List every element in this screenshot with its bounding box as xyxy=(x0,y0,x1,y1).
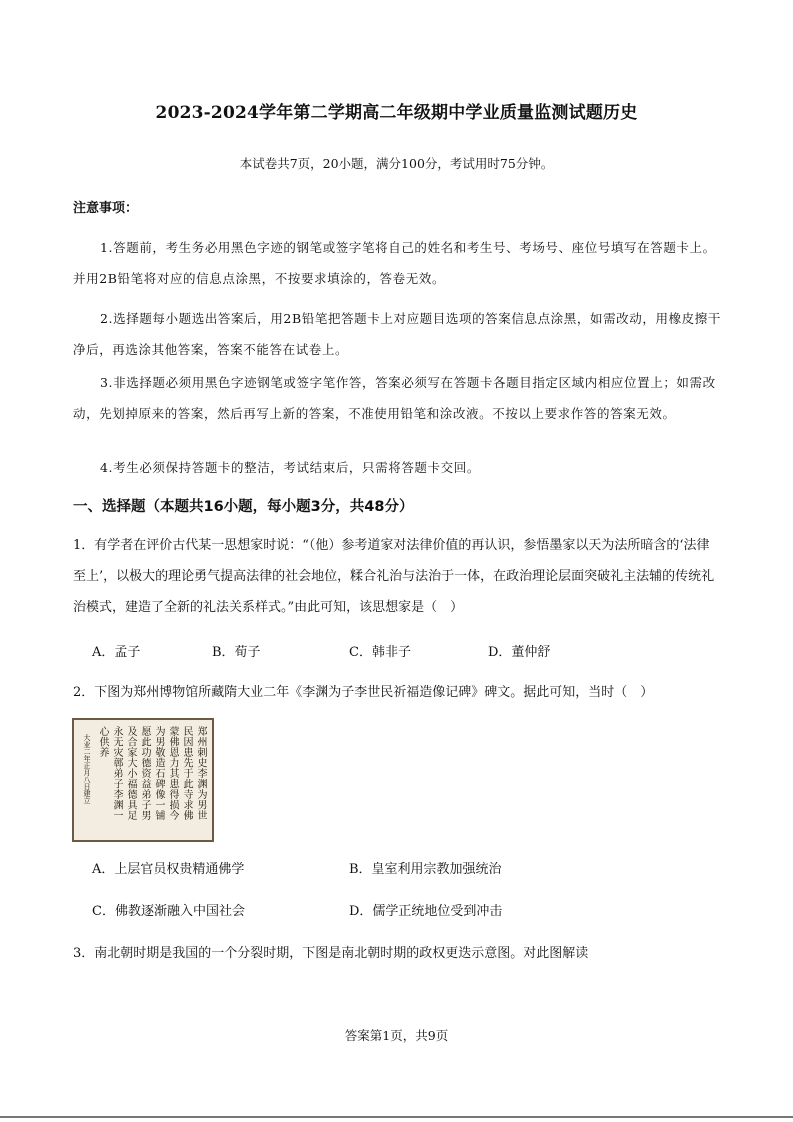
option-b[interactable]: B．皇室利用宗教加强统治 xyxy=(349,862,502,877)
question-1-options xyxy=(92,641,712,665)
stele-date-column: 大业二年正月八日建立 xyxy=(83,734,91,804)
stele-text-column: 郑州刺史李渊为男世 xyxy=(195,726,206,821)
option-d[interactable]: D．董仲舒 xyxy=(488,645,551,660)
section-heading: 一、选择题（本题共16小题，每小题3分，共48分） xyxy=(73,499,414,515)
option-c[interactable]: C．佛教逐渐融入中国社会 xyxy=(92,904,245,919)
page-footer: 答案第1页，共9页 xyxy=(344,1028,449,1043)
stele-text-column: 及合家大小福德具足 xyxy=(125,726,136,821)
stele-text-column: 为男敬造石碑像一铺 xyxy=(153,726,164,821)
notice-item: 2.选择题每小题选出答案后，用2B铅笔把答题卡上对应题目选项的答案信息点涂黑，如需改动，用橡皮擦干净后，再选涂其他答案，答案不能答在试卷上。 xyxy=(73,311,721,357)
notice-item: 3.非选择题必须用黑色字迹钢笔或签字笔作答，答案必须写在答题卡各题目指定区域内相应位置上；如需改动，先划掉原来的答案，然后再写上新的答案，不准使用铅笔和涂改液。不按以上要求作答的答案无效。 xyxy=(73,375,716,421)
option-d[interactable]: D．儒学正统地位受到冲击 xyxy=(349,904,503,919)
stele-text-column: 蒙佛恩力其患得损今 xyxy=(167,726,178,821)
question-1-stem: 1．有学者在评价古代某一思想家时说：“（他）参考道家对法律价值的再认识，参悟墨家以天为法所暗含的‘法律至上’，以极大的理论勇气提高法律的社会地位，糅合礼治与法治于一体，在政治理论层面突破礼主法辅的传统礼治模式，建造了全新的礼法关系样式。”由此可知，该思想家是（ ） xyxy=(73,538,715,615)
question-2-options-row-2 xyxy=(92,900,712,924)
option-a[interactable]: A．上层官员权贵精通佛学 xyxy=(92,862,245,877)
notice-item: 4.考生必须保持答题卡的整洁，考试结束后，只需将答题卡交回。 xyxy=(100,460,480,475)
stele-text-column: 心供养 xyxy=(97,726,108,758)
option-a[interactable]: A．孟子 xyxy=(92,645,141,660)
bottom-divider xyxy=(0,1116,793,1118)
question-2-stem: 2．下图为郑州博物馆所藏隋大业二年《李渊为子李世民祈福造像记碑》碑文。据此可知，当时（ ） xyxy=(73,685,654,700)
stele-inscription-image xyxy=(72,718,214,842)
exam-info: 本试卷共7页，20小题，满分100分，考试用时75分钟。 xyxy=(239,156,554,171)
stele-text-column: 愿此功德资益弟子男 xyxy=(139,726,150,821)
notice-item: 1.答题前，考生务必用黑色字迹的钢笔或签字笔将自己的姓名和考生号、考场号、座位号填写在答题卡上。并用2B铅笔将对应的信息点涂黑，不按要求填涂的，答卷无效。 xyxy=(73,240,716,286)
question-2-options-row-1 xyxy=(92,858,712,882)
option-b[interactable]: B．荀子 xyxy=(212,645,261,660)
option-c[interactable]: C．韩非子 xyxy=(349,645,411,660)
page-title: 2023-2024学年第二学期高二年级期中学业质量监测试题历史 xyxy=(155,103,638,123)
stele-text-column: 民因患先于此寺求佛 xyxy=(181,726,192,821)
stele-text-column: 永无灾鄣弟子李渊一 xyxy=(111,726,122,821)
question-3-stem: 3．南北朝时期是我国的一个分裂时期，下图是南北朝时期的政权更迭示意图。对此图解读 xyxy=(73,946,589,961)
notice-heading: 注意事项： xyxy=(73,201,139,216)
